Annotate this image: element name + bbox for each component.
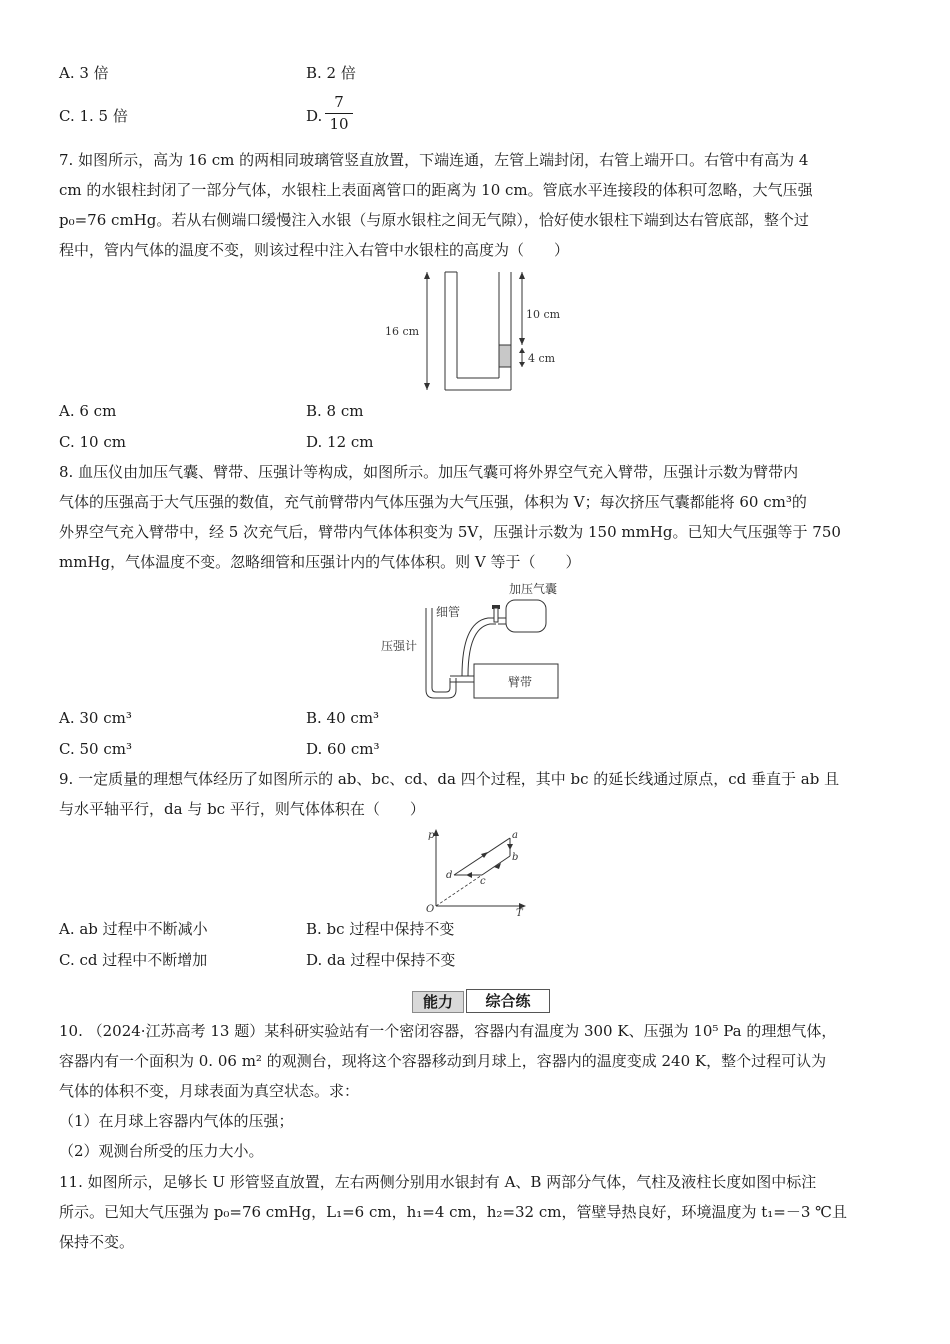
q7-line-2: cm 的水银柱封闭了一部分气体，水银柱上表面离管口的距离为 10 cm。管底水平连接段的体积可忽略，大气压强 bbox=[59, 181, 813, 199]
fraction-numerator: 7 bbox=[334, 93, 344, 111]
q8-option-a: A. 30 cm³ bbox=[59, 709, 132, 727]
q7-option-b: B. 8 cm bbox=[306, 402, 364, 420]
banner-comprehensive: 综合练 bbox=[466, 989, 550, 1013]
q9-line-2: 与水平轴平行，da 与 bc 平行，则气体体积在（ ） bbox=[59, 800, 425, 818]
q7-option-a: A. 6 cm bbox=[59, 402, 117, 420]
q8-line-3: 外界空气充入臂带中，经 5 次充气后，臂带内气体体积变为 5V，压强计示数为 150 mmHg。已知大气压强等于 750 bbox=[59, 523, 841, 541]
q8-blood-pressure-figure bbox=[378, 578, 578, 702]
label-gauge: 压强计 bbox=[381, 639, 418, 653]
q8-option-c: C. 50 cm³ bbox=[59, 740, 132, 758]
q6-option-a: A. 3 倍 bbox=[59, 64, 109, 82]
q6-option-b: B. 2 倍 bbox=[306, 64, 356, 82]
point-b-label: b bbox=[512, 852, 519, 863]
axis-t-label: T bbox=[516, 908, 523, 916]
q6-option-d-label: D. bbox=[306, 107, 323, 125]
q10-line-1: 10. （2024·江苏高考 13 题）某科研实验站有一个密闭容器，容器内有温度为 300 K、压强为 10⁵ Pa 的理想气体， bbox=[59, 1022, 837, 1040]
q9-option-b: B. bc 过程中保持不变 bbox=[306, 920, 455, 938]
fraction-denominator: 10 bbox=[329, 115, 349, 133]
q8-line-4: mmHg，气体温度不变。忽略细管和压强计内的气体体积。则 V 等于（ ） bbox=[59, 553, 581, 571]
q8-line-2: 气体的压强高于大气压强的数值，充气前臂带内气体压强为大气压强，体积为 V；每次挤压气囊都能将 60 cm³的 bbox=[59, 493, 807, 511]
q9-option-a: A. ab 过程中不断减小 bbox=[59, 920, 208, 938]
q7-line-4: 程中，管内气体的温度不变，则该过程中注入右管中水银柱的高度为（ ） bbox=[59, 241, 570, 259]
q11-line-2: 所示。已知大气压强为 p₀=76 cmHg，L₁=6 cm，h₁=4 cm，h₂=32 cm，管壁导热良好，环境温度为 t₁=－3 ℃且 bbox=[59, 1203, 847, 1221]
q10-line-3: 气体的体积不变，月球表面为真空状态。求： bbox=[59, 1082, 360, 1100]
q10-line-5: （2）观测台所受的压力大小。 bbox=[59, 1142, 264, 1160]
q7-u-tube-figure bbox=[375, 268, 575, 396]
axis-p-label: p bbox=[428, 830, 435, 841]
label-10cm: 10 cm bbox=[526, 308, 561, 321]
q8-option-b: B. 40 cm³ bbox=[306, 709, 380, 727]
q10-line-4: （1）在月球上容器内气体的压强； bbox=[59, 1112, 294, 1130]
origin-label: O bbox=[426, 904, 435, 915]
q6-option-c: C. 1. 5 倍 bbox=[59, 107, 128, 125]
q7-line-1: 7. 如图所示，高为 16 cm 的两相同玻璃管竖直放置，下端连通，左管上端封闭，右管上端开口。右管中有高为 4 bbox=[59, 151, 809, 169]
point-c-label: c bbox=[480, 876, 486, 887]
q9-pt-graph bbox=[410, 826, 535, 916]
q9-option-d: D. da 过程中保持不变 bbox=[306, 951, 456, 969]
label-16cm: 16 cm bbox=[385, 325, 420, 338]
q8-option-d: D. 60 cm³ bbox=[306, 740, 380, 758]
q7-option-c: C. 10 cm bbox=[59, 433, 126, 451]
q9-option-c: C. cd 过程中不断增加 bbox=[59, 951, 208, 969]
label-tube: 细管 bbox=[436, 605, 461, 619]
label-bulb: 加压气囊 bbox=[509, 582, 558, 596]
point-d-label: d bbox=[446, 870, 453, 881]
label-cuff: 臂带 bbox=[508, 675, 533, 689]
q7-option-d: D. 12 cm bbox=[306, 433, 374, 451]
q7-line-3: p₀=76 cmHg。若从右侧端口缓慢注入水银（与原水银柱之间无气隙），恰好使水银柱下端到达右管底部，整个过 bbox=[59, 211, 809, 229]
q8-line-1: 8. 血压仪由加压气囊、臂带、压强计等构成，如图所示。加压气囊可将外界空气充入臂带，压强计示数为臂带内 bbox=[59, 463, 799, 481]
fraction-bar bbox=[325, 113, 353, 114]
label-4cm: 4 cm bbox=[528, 352, 556, 365]
point-a-label: a bbox=[512, 830, 518, 841]
banner-ability: 能力 bbox=[412, 991, 464, 1013]
q6-option-d-fraction bbox=[325, 93, 353, 134]
q10-line-2: 容器内有一个面积为 0. 06 m² 的观测台，现将这个容器移动到月球上，容器内的温度变成 240 K，整个过程可认为 bbox=[59, 1052, 827, 1070]
q9-line-1: 9. 一定质量的理想气体经历了如图所示的 ab、bc、cd、da 四个过程，其中 bc 的延长线通过原点，cd 垂直于 ab 且 bbox=[59, 770, 840, 788]
q11-line-1: 11. 如图所示，足够长 U 形管竖直放置，左右两侧分别用水银封有 A、B 两部分气体，气柱及液柱长度如图中标注 bbox=[59, 1173, 817, 1191]
q11-line-3: 保持不变。 bbox=[59, 1233, 135, 1251]
